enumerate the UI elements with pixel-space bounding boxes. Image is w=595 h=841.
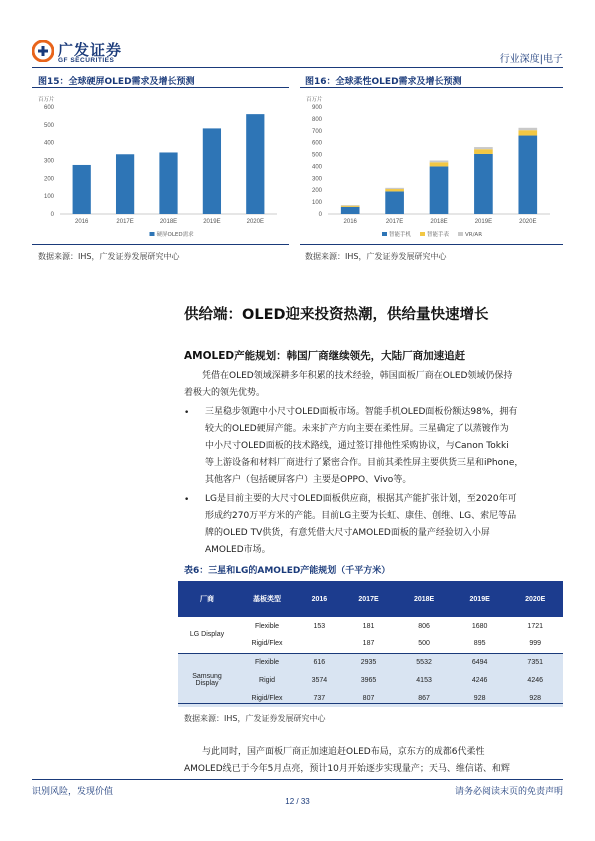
bar-3	[203, 128, 221, 214]
table-bottom-rule	[178, 703, 563, 704]
table-row: Rigid 3574 3965 4153 4246 4246	[178, 671, 563, 689]
figure16-chart	[300, 87, 563, 245]
unit-label: 百万片	[306, 97, 323, 103]
y-tick-label: 600	[311, 140, 322, 147]
report-category: 行业深度|电子	[499, 54, 563, 65]
chart-rigid-oled	[32, 88, 289, 246]
legend-label: 硬屏OLED需求	[156, 232, 194, 238]
x-tick-label: 2017E	[385, 219, 404, 225]
bar-0	[73, 165, 91, 214]
bar-1	[385, 188, 404, 189]
legend-swatch	[150, 232, 155, 236]
closing-paragraph: 与此同时，国产面板厂商正加速追赶OLED布局，京东方的成都6代柔性 AMOLED线已于今年5月点亮，预计10月开始逐步实现量产；天马、维信诺、和辉	[184, 747, 510, 774]
bar-0	[341, 207, 360, 214]
y-tick-label: 300	[43, 158, 54, 165]
vendor-cell: Samsung Display	[178, 653, 236, 707]
bar-2	[430, 161, 449, 163]
capacity-table	[178, 581, 563, 707]
bullet-2-paragraph: LG是目前主要的大尺寸OLED面板供应商，根据其产能扩张计划，至2020年可 形成约270万平方米的产能。目前LG主要为长虹、康佳、创维、LG、索尼等品 牌的OLED TV供货，有意凭借大尺寸AMOLED面板的量产经验切入小屏 AMOLED市场。	[205, 494, 517, 555]
figure15-title: 图15：全球硬屏OLED需求及增长预测	[38, 77, 195, 87]
legend-label: VR/AR	[465, 232, 483, 238]
x-tick-label: 2020E	[519, 219, 537, 225]
y-tick-label: 100	[43, 194, 54, 201]
company-logo	[32, 38, 162, 66]
y-tick-label: 500	[311, 152, 322, 159]
bar-2	[430, 162, 449, 166]
logo-text-en: GF SECURITIES	[58, 57, 115, 64]
table-header-row	[178, 581, 563, 617]
logo-text-cn: 广发证券	[58, 41, 123, 59]
bar-1	[385, 189, 404, 191]
y-tick-label: 600	[43, 105, 54, 111]
y-tick-label: 0	[50, 212, 54, 218]
vendor-cell: LG Display	[178, 617, 236, 653]
footer-disclaimer: 请务必阅读末页的免责声明	[454, 787, 563, 797]
legend-swatch	[382, 232, 387, 236]
col-header: 2017E	[341, 581, 397, 617]
legend-swatch	[420, 232, 425, 236]
bar-1	[116, 154, 134, 214]
y-tick-label: 100	[311, 200, 322, 207]
bar-3	[474, 147, 493, 149]
y-tick-label: 500	[43, 122, 54, 129]
col-header: 基板类型	[236, 581, 298, 617]
unit-label: 百万片	[38, 97, 55, 103]
gf-logo-icon	[32, 40, 54, 62]
y-tick-label: 300	[311, 176, 322, 183]
bullet-1-paragraph: 三星稳步领跑中小尺寸OLED面板市场。智能手机OLED面板份额达98%，拥有 较大的OLED硬屏产能。未来扩产方向主要在柔性屏。三星确定了以蒸镀作为 中小尺寸OLED面板的技术路线，通过签订排他性采购协议，与Canon Tokki 等上游设备和材料厂商进行了紧密合作。目前其柔性屏主要供货三星和iPhone， 其他客户（包括硬屏客户）主要是OPPO、Vivo等。	[205, 407, 524, 485]
page-footer	[32, 779, 563, 809]
x-tick-label: 2020E	[246, 219, 264, 225]
x-tick-label: 2019E	[474, 219, 493, 225]
table6-title: 表6：三星和LG的AMOLED产能规划（千平方米）	[184, 566, 391, 576]
col-header: 2018E	[396, 581, 452, 617]
col-header: 2020E	[507, 581, 563, 617]
y-tick-label: 200	[43, 176, 54, 183]
x-tick-label: 2019E	[203, 219, 221, 225]
col-header: 2016	[298, 581, 341, 617]
table-row: Samsung Display Flexible 616 2935 5532 6494 7351	[178, 653, 563, 671]
col-header: 2019E	[452, 581, 508, 617]
x-tick-label: 2017E	[116, 219, 134, 225]
x-tick-label: 2016	[75, 219, 89, 225]
bar-4	[518, 136, 537, 214]
legend-swatch	[458, 232, 463, 236]
table6-source: 数据来源：IHS，广发证券发展研究中心	[184, 714, 326, 723]
page-number: 12 / 33	[285, 797, 310, 806]
y-tick-label: 900	[311, 105, 322, 111]
x-tick-label: 2016	[343, 219, 357, 225]
legend-label: 智能手机	[389, 232, 412, 238]
table-row: Rigid/Flex 187 500 895 999	[178, 635, 563, 653]
section-title: 供给端：OLED迎来投资热潮，供给量快速增长	[184, 307, 489, 323]
bar-0	[341, 205, 360, 206]
bar-3	[474, 149, 493, 154]
page-header	[32, 38, 563, 68]
figure16-source: 数据来源：IHS，广发证券发展研究中心	[305, 252, 447, 261]
bar-4	[518, 128, 537, 130]
table-row: LG Display Flexible 153 181 806 1680 1721	[178, 617, 563, 635]
footer-slogan: 识别风险，发现价值	[32, 787, 114, 797]
bar-2	[430, 166, 449, 214]
bullet-1-symbol: •	[184, 408, 190, 418]
table-row: Rigid/Flex 737 807 867 928 928	[178, 689, 563, 707]
bar-0	[341, 206, 360, 207]
chart-flexible-oled	[300, 88, 563, 246]
y-tick-label: 700	[311, 128, 322, 135]
bar-4	[518, 130, 537, 135]
bar-1	[385, 191, 404, 214]
col-header: 厂商	[178, 581, 236, 617]
intro-paragraph: 凭借在OLED领域深耕多年积累的技术经验，韩国面板厂商在OLED领域仍保持 着极大的领先优势。	[184, 371, 513, 398]
x-tick-label: 2018E	[430, 219, 448, 225]
figure15-source: 数据来源：IHS，广发证券发展研究中心	[38, 252, 180, 261]
y-tick-label: 800	[311, 116, 322, 123]
figure15-chart	[32, 87, 289, 245]
bar-3	[474, 154, 493, 214]
y-tick-label: 400	[43, 140, 54, 147]
bullet-2-symbol: •	[184, 495, 190, 505]
y-tick-label: 200	[311, 188, 322, 195]
figure16-title: 图16：全球柔性OLED需求及增长预测	[305, 77, 462, 87]
bar-2	[159, 152, 177, 214]
bar-4	[246, 114, 264, 214]
sub-title: AMOLED产能规划：韩国厂商继续领先，大陆厂商加速追赶	[184, 350, 466, 362]
x-tick-label: 2018E	[159, 219, 178, 225]
legend-label: 智能手表	[427, 232, 450, 238]
y-tick-label: 0	[318, 212, 322, 218]
y-tick-label: 400	[311, 164, 322, 171]
